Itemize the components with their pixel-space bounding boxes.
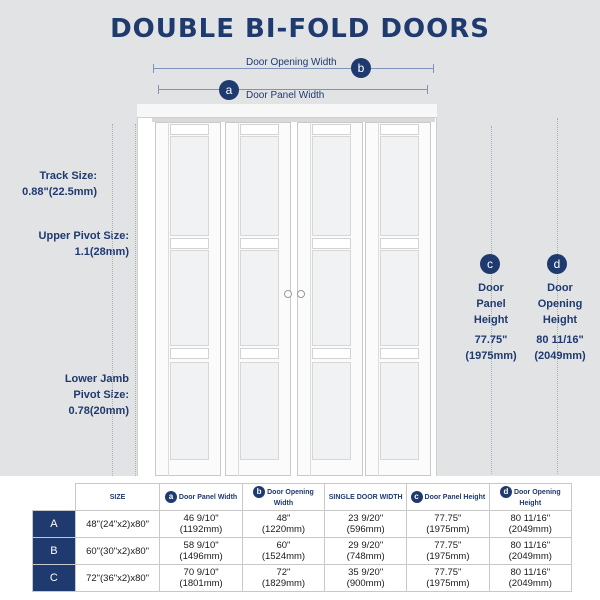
panel-rail xyxy=(380,238,419,249)
header-opening-height-text: Door Opening Height xyxy=(513,488,561,507)
track-size-title: Track Size: xyxy=(39,170,97,182)
panel-rail xyxy=(170,238,209,249)
panel-height-line2: Panel xyxy=(476,298,506,310)
panel-height-mm: (1975mm) xyxy=(465,350,517,362)
glass-pane xyxy=(312,136,351,236)
panel-rail xyxy=(312,348,351,359)
opening-width-cell-line: 72" xyxy=(276,567,291,578)
header-panel-height xyxy=(407,484,489,511)
panel-rail xyxy=(240,238,279,249)
single-width-cell xyxy=(325,565,407,592)
single-width-cell-line: 23 9/20" xyxy=(348,513,384,524)
size-cell: 48"(24"x2)x80" xyxy=(75,511,160,538)
panel-width-cell-line: 46 9/10" xyxy=(183,513,219,524)
panel-width-label: Door Panel Width xyxy=(246,90,325,101)
row-id: B xyxy=(33,538,76,565)
size-cell: 72"(36"x2)x80" xyxy=(75,565,160,592)
panel-rail xyxy=(240,124,279,135)
table-corner xyxy=(33,484,76,511)
table-row xyxy=(33,538,572,565)
panel-width-tick-left xyxy=(158,85,159,94)
panel-height-cell-line: (1975mm) xyxy=(426,578,470,589)
panel-width-cell xyxy=(160,565,242,592)
opening-height-line1: Door xyxy=(547,282,573,294)
upper-pivot-title: Upper Pivot Size: xyxy=(38,230,129,242)
opening-height-cell-line: (2049mm) xyxy=(508,551,552,562)
panel-height-cell-line: (1975mm) xyxy=(426,551,470,562)
opening-height-line3: Height xyxy=(542,314,578,326)
panel-rail xyxy=(170,348,209,359)
panel-stile xyxy=(168,122,169,476)
panel-stile xyxy=(378,122,379,476)
marker-a-icon: a xyxy=(219,80,239,100)
opening-width-label: Door Opening Width xyxy=(246,57,337,68)
single-width-cell-line: (900mm) xyxy=(346,578,385,589)
opening-height-cell-line: 80 11/16" xyxy=(510,567,551,578)
marker-a-small-icon: a xyxy=(165,491,177,503)
panel-width-cell-line: (1192mm) xyxy=(179,524,223,535)
panel-height-line1: Door xyxy=(478,282,504,294)
panel-height-line3: Height xyxy=(473,314,509,326)
table-row xyxy=(33,565,572,592)
header-opening-width-text: Door Opening Width xyxy=(267,488,314,507)
glass-pane xyxy=(380,362,419,460)
opening-height-cell-line: (2049mm) xyxy=(508,578,552,589)
opening-height-cell-line: 80 11/16" xyxy=(510,540,551,551)
marker-b-small-icon: b xyxy=(253,486,265,498)
marker-c-icon: c xyxy=(480,254,500,274)
opening-height-cell-line: (2049mm) xyxy=(508,524,552,535)
opening-width-cell-line: 48" xyxy=(276,513,291,524)
panel-rail xyxy=(170,124,209,135)
upper-pivot-label xyxy=(0,228,129,260)
lower-jamb-value: 0.78(20mm) xyxy=(68,405,129,417)
panel-height-cell-line: 77.75" xyxy=(434,513,462,524)
panel-height-cell xyxy=(407,538,489,565)
track-size-label xyxy=(0,168,97,200)
opening-width-cell-line: (1524mm) xyxy=(261,551,306,562)
lower-jamb-title: Lower Jamb xyxy=(64,373,129,385)
opening-height-mm: (2049mm) xyxy=(534,350,586,362)
marker-b-icon: b xyxy=(351,58,371,78)
panel-rail xyxy=(380,348,419,359)
panel-width-cell-line: (1801mm) xyxy=(179,578,223,589)
panel-width-cell-line: 58 9/10" xyxy=(183,540,219,551)
panel-height-cell-line: 77.75" xyxy=(434,567,462,578)
glass-pane xyxy=(380,136,419,236)
row-id: A xyxy=(33,511,76,538)
panel-stile xyxy=(238,122,239,476)
single-width-cell xyxy=(325,538,407,565)
spec-table xyxy=(32,483,572,592)
glass-pane xyxy=(312,362,351,460)
table-header-row xyxy=(33,484,572,511)
opening-height-cell-line: 80 11/16" xyxy=(510,513,551,524)
opening-width-cell xyxy=(242,538,324,565)
opening-width-line xyxy=(153,68,434,69)
lower-jamb-label xyxy=(0,371,129,419)
panel-height-cell xyxy=(407,511,489,538)
opening-width-tick-right xyxy=(433,64,434,73)
track-size-value: 0.88"(22.5mm) xyxy=(22,186,97,198)
panel-height-cell-line: 77.75" xyxy=(434,540,462,551)
header-panel-width-text: Door Panel Width xyxy=(178,493,238,501)
header-size: SIZE xyxy=(75,484,160,511)
panel-rail xyxy=(240,348,279,359)
opening-width-tick-left xyxy=(153,64,154,73)
upper-pivot-value: 1.1(28mm) xyxy=(74,246,129,258)
marker-c-small-icon: c xyxy=(411,491,423,503)
glass-pane xyxy=(312,250,351,346)
marker-d-small-icon: d xyxy=(500,486,512,498)
panel-width-cell-line: 70 9/10" xyxy=(183,567,219,578)
single-width-cell-line: (748mm) xyxy=(346,551,385,562)
header-opening-height xyxy=(489,484,571,511)
door-knob-right[interactable] xyxy=(297,290,305,298)
glass-pane xyxy=(240,362,279,460)
marker-d-icon: d xyxy=(547,254,567,274)
opening-width-cell-line: (1829mm) xyxy=(261,578,306,589)
header-panel-height-text: Door Panel Height xyxy=(424,493,486,501)
single-width-cell xyxy=(325,511,407,538)
opening-height-value: 80 11/16" xyxy=(536,334,584,346)
glass-pane xyxy=(170,136,209,236)
opening-height-label xyxy=(524,280,596,364)
panel-height-label xyxy=(455,280,527,364)
opening-width-cell xyxy=(242,511,324,538)
panel-rail xyxy=(312,124,351,135)
table-row xyxy=(33,511,572,538)
opening-width-cell-line: (1220mm) xyxy=(261,524,306,535)
glass-pane xyxy=(240,136,279,236)
door-knob-left[interactable] xyxy=(284,290,292,298)
opening-width-cell-line: 60" xyxy=(276,540,291,551)
opening-height-cell xyxy=(489,538,571,565)
page-title: DOUBLE BI-FOLD DOORS xyxy=(110,14,490,44)
single-width-cell-line: 35 9/20" xyxy=(348,567,384,578)
header-opening-width xyxy=(242,484,324,511)
left-guide-line xyxy=(112,124,114,476)
panel-width-cell-line: (1496mm) xyxy=(179,551,223,562)
header-single-width: SINGLE DOOR WIDTH xyxy=(325,484,407,511)
panel-height-cell xyxy=(407,565,489,592)
panel-rail xyxy=(380,124,419,135)
panel-width-cell xyxy=(160,511,242,538)
opening-height-line2: Opening xyxy=(537,298,583,310)
panel-rail xyxy=(312,238,351,249)
panel-stile xyxy=(310,122,311,476)
panel-width-cell xyxy=(160,538,242,565)
opening-height-cell xyxy=(489,565,571,592)
row-id: C xyxy=(33,565,76,592)
glass-pane xyxy=(170,362,209,460)
size-cell: 60"(30"x2)x80" xyxy=(75,538,160,565)
header-panel-width xyxy=(160,484,242,511)
panel-height-cell-line: (1975mm) xyxy=(426,524,470,535)
lower-jamb-subtitle: Pivot Size: xyxy=(73,389,129,401)
glass-pane xyxy=(240,250,279,346)
single-width-cell-line: (596mm) xyxy=(346,524,385,535)
door-header xyxy=(137,104,437,118)
panel-width-tick-right xyxy=(427,85,428,94)
glass-pane xyxy=(380,250,419,346)
panel-height-value: 77.75" xyxy=(474,334,508,346)
opening-width-cell xyxy=(242,565,324,592)
glass-pane xyxy=(170,250,209,346)
opening-height-cell xyxy=(489,511,571,538)
single-width-cell-line: 29 9/20" xyxy=(348,540,384,551)
